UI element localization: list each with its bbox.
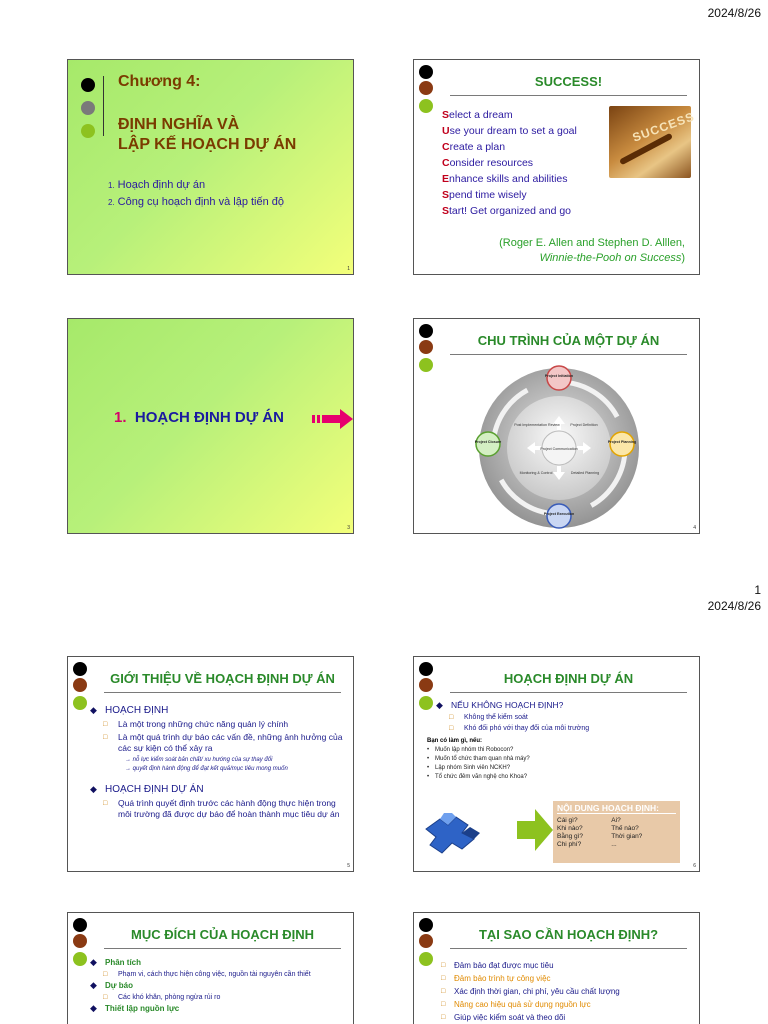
black-dot-icon [419, 662, 433, 676]
slide-number: 4 [693, 525, 696, 531]
brown-dot-icon [73, 934, 87, 948]
green-dot-icon [419, 358, 433, 372]
slide-title: ĐỊNH NGHĨA VÀ LẬP KẾ HOẠCH DỰ ÁN [118, 116, 297, 153]
list-item: Use your dream to set a goal [442, 125, 577, 137]
black-dot-icon [419, 65, 433, 79]
node-initiation [544, 366, 574, 390]
slide-title: SUCCESS! [450, 74, 687, 96]
black-dot-icon [419, 918, 433, 932]
brown-dot-icon [419, 678, 433, 692]
slide-3 [67, 318, 354, 534]
slide-content [436, 701, 689, 735]
slide-content [90, 958, 343, 1016]
slide-title: GIỚI THIỆU VỀ HOẠCH ĐỊNH DỰ ÁN [104, 671, 341, 693]
bullet-item: □ Không thể kiểm soát [436, 713, 689, 722]
page-number: 1 [754, 583, 761, 597]
list-item: Consider resources [442, 157, 534, 169]
bullet-item: □ Quá trình quyết định trước các hành động thực hiện trong môi trường đã được dự báo để hoàn thành mục tiêu dự án [90, 798, 343, 820]
green-dot-icon [419, 696, 433, 710]
right-arrow-icon [312, 407, 354, 431]
green-dot-icon [81, 124, 95, 138]
black-dot-icon [73, 918, 87, 932]
black-dot-icon [81, 78, 95, 92]
slide-content [436, 959, 689, 1024]
list-item: Create a plan [442, 141, 506, 153]
slide-title: TẠI SAO CẦN HOẠCH ĐỊNH? [450, 927, 687, 949]
node-label: Project Closure [474, 440, 502, 444]
green-dot-icon [73, 952, 87, 966]
slide-2 [413, 59, 700, 275]
planning-content-box: NỘI DUNG HOẠCH ĐỊNH: Cái gì? Ai? Khi nào? Thế nào? Bằng gì? Thời gian? Chi phí? ... [553, 801, 680, 863]
success-key-image: SUCCESS [609, 106, 691, 178]
slide1-bullets [81, 78, 95, 147]
center-label: Project Communication [540, 447, 578, 451]
slide-title: HOẠCH ĐỊNH DỰ ÁN [450, 671, 687, 693]
list-item: □ Nâng cao hiệu quả sử dụng nguồn lực [436, 998, 689, 1011]
page2-date: 2024/8/26 [707, 599, 761, 613]
bullet-item: □ Là một trong những chức năng quản lý chính [90, 719, 343, 730]
project-cycle-diagram [464, 364, 654, 532]
puzzle-icon [422, 807, 484, 859]
black-dot-icon [419, 324, 433, 338]
list-item: 2. Công cụ hoạch định và lập tiến độ [108, 196, 285, 208]
grey-dot-icon [81, 101, 95, 115]
slide-5 [67, 656, 354, 872]
list-item: Select a dream [442, 109, 513, 121]
bullet-heading: ◆ Dự báo [90, 981, 343, 990]
phase-label: Project Definition [570, 423, 598, 427]
list-item: • Muốn lập nhóm thi Robocon? [427, 746, 530, 755]
brown-dot-icon [419, 934, 433, 948]
slide-content [90, 705, 343, 822]
bullet-item: □ Phạm vi, cách thực hiện công việc, nguồn tài nguyên cần thiết [90, 970, 343, 979]
list-item: 1. Hoạch định dự án [108, 179, 206, 191]
slide-bullets [419, 65, 435, 115]
slide-1 [67, 59, 354, 275]
slide-number: 6 [693, 863, 696, 869]
bullet-heading: ◆ Phân tích [90, 958, 343, 967]
node-closure [476, 432, 500, 456]
slide-title: CHU TRÌNH CỦA MỘT DỰ ÁN [450, 333, 687, 355]
slide-title: MỤC ĐÍCH CỦA HOẠCH ĐỊNH [104, 927, 341, 949]
list-item: □ Đảm bảo trình tự công việc [436, 972, 689, 985]
brown-dot-icon [73, 678, 87, 692]
table-row: Chi phí? ... [557, 840, 617, 848]
green-dot-icon [73, 696, 87, 710]
list-item: □ Xác định thời gian, chi phí, yêu cầu chất lượng [436, 985, 689, 998]
note-item: → quyết định hành động để đạt kết quả/mục tiêu mong muốn [125, 766, 288, 772]
bullet-heading: ◆ Thiết lập nguồn lực [90, 1004, 343, 1013]
bullet-item: □ Là một quá trình dự báo các vấn đề, những ảnh hưởng của các sự kiện có thể xảy ra [90, 732, 343, 754]
slide-6 [413, 656, 700, 872]
phase-label: Detailed Planning [570, 471, 600, 475]
note-item: → nỗ lực kiểm soát bản chất/ xu hướng của sự thay đổi [125, 757, 273, 763]
table-row: Cái gì? Ai? [557, 816, 621, 824]
bullet-item: □ Khó đối phó với thay đổi của môi trường [436, 724, 689, 733]
slide-7 [67, 912, 354, 1024]
list-item: • Lập nhóm Sinh viên NCKH? [427, 764, 530, 773]
page1-date: 2024/8/26 [707, 6, 761, 20]
slide-number: 1 [347, 266, 350, 272]
slide-bullets [419, 918, 435, 968]
phase-label: Post Implementation Review [514, 423, 560, 427]
bullet-heading: ◆ HOẠCH ĐỊNH DỰ ÁN [90, 784, 343, 795]
green-dot-icon [419, 952, 433, 966]
slide-4 [413, 318, 700, 534]
list-item: Enhance skills and abilities [442, 173, 568, 185]
list-item: Spend time wisely [442, 189, 527, 201]
slide-bullets [419, 324, 435, 374]
slide-bullets [419, 662, 435, 712]
black-dot-icon [73, 662, 87, 676]
slide-bullets [73, 918, 89, 968]
slide-8 [413, 912, 700, 1024]
slide-number: 3 [347, 525, 350, 531]
brown-dot-icon [419, 340, 433, 354]
bullet-heading: ◆ HOẠCH ĐỊNH [90, 705, 343, 716]
bullet-item: □ Các khó khăn, phòng ngừa rủi ro [90, 993, 343, 1002]
green-arrow-icon [517, 809, 553, 851]
node-planning [607, 432, 637, 456]
list-item: • Muốn tổ chức tham quan nhà máy? [427, 755, 530, 764]
brown-dot-icon [419, 81, 433, 95]
quote-credit: (Roger E. Allen and Stephen D. Alllen, Winnie-the-Pooh on Success) [499, 237, 685, 264]
slide-bullets [73, 662, 89, 712]
phase-label: Monitoring & Control [519, 471, 553, 475]
green-dot-icon [419, 99, 433, 113]
slide-number: 5 [347, 863, 350, 869]
table-row: Khi nào? Thế nào? [557, 824, 639, 832]
node-label: Project Execution [543, 512, 575, 516]
list-item: • Tổ chức đêm văn nghệ cho Khoa? [427, 773, 530, 782]
node-label: Project Planning [607, 440, 637, 444]
list-item: Start! Get organized and go [442, 205, 572, 217]
bullet-heading: ◆ NẾU KHÔNG HOẠCH ĐỊNH? [436, 701, 689, 710]
node-execution [547, 504, 571, 528]
section-title: 1. HOẠCH ĐỊNH DỰ ÁN [114, 409, 284, 426]
list-item: □ Đảm bảo đạt được mục tiêu [436, 959, 689, 972]
outline-list [108, 177, 284, 211]
chapter-label: Chương 4: [118, 73, 201, 90]
divider [103, 76, 104, 136]
list-item: □ Giúp việc kiểm soát và theo dõi [436, 1011, 689, 1024]
planning-questions-table [557, 816, 676, 848]
success-list [442, 107, 577, 219]
table-row: Bằng gì? Thời gian? [557, 832, 643, 840]
node-label: Project Initiation [544, 374, 574, 378]
question-list: Bạn có làm gì, nếu: • Muốn lập nhóm thi Robocon? • Muốn tổ chức tham quan nhà máy? • Lập nhóm Sinh viên NCKH? • Tổ chức đêm văn nghệ cho Khoa? [427, 737, 530, 782]
